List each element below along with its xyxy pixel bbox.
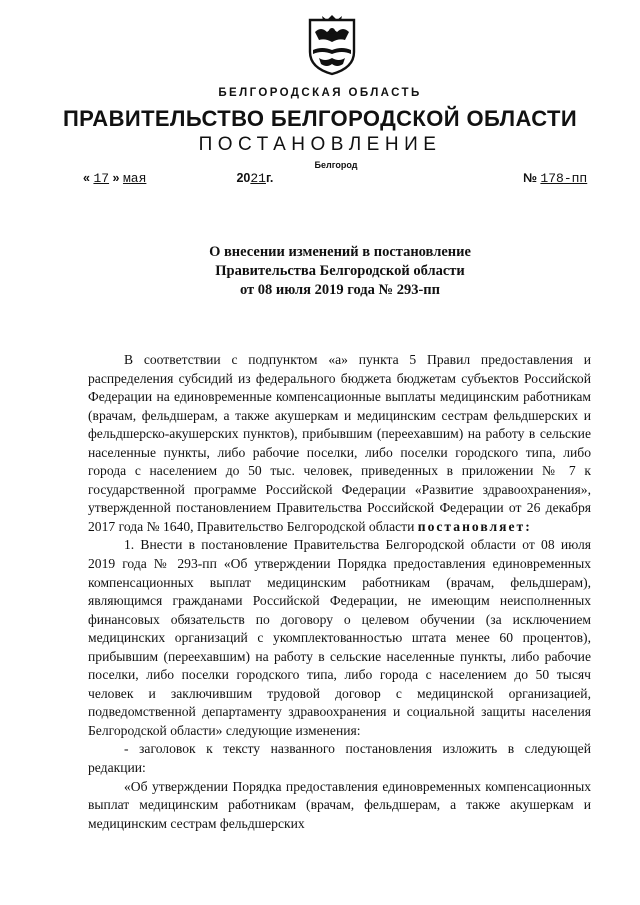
- number-sign: №: [523, 171, 537, 185]
- document-title: [90, 243, 590, 300]
- city-name: Белгород: [314, 160, 358, 170]
- paragraph-item-1: 1. Внести в постановление Правительства Белгородской области от 08 июля 2019 года № 293-пп «Об утверждении Порядка предоставления единовременных компенсационных выплат медицинским работникам (врачам, фельдшерам), являющимся гражданами Российской Федерации, не имеющим неисполненных финансовых обязательств по договору о целевом обучении (за исключением медицинских организаций с укомплектованностью штата менее 60 процентов), прибывшим (переехавшим) на работу в сельские населенные пункты, либо рабочие поселки, либо поселки городского типа, либо города с населением до 50 тысяч человек и заключившим трудовой договор с медицинской организацией, подведомственной департаменту здравоохранения и социальной защиты населения Белгородской области» следующие изменения:: [88, 537, 591, 738]
- number-value: 178-пп: [540, 171, 588, 186]
- government-name: ПРАВИТЕЛЬСТВО БЕЛГОРОДСКОЙ ОБЛАСТИ: [62, 106, 578, 131]
- preamble-text: В соответствии с подпунктом «а» пункта 5 Правил предоставления и распределения субсидий из федерального бюджета бюджетам субъектов Российской Федерации на единовременные компенсационные выплаты медицинским работникам (врачам, фельдшерам, а также акушеркам и медицинским сестрам фельдшерских и фельдшерско-акушерских пунктов), прибывшим (переехавшим) на работу в сельские населенные пункты, либо рабочие поселки, либо поселки городского типа, либо города с населением до 50 тыс. человек, приведенных в приложении № 7 к государственной программе Российской Федерации «Развитие здравоохранения», утвержденной постановлением Правительства Российской Федерации от 26 декабря 2017 года № 1640, Правительство Белгородской области: [88, 352, 591, 534]
- coat-of-arms-emblem: [307, 12, 357, 76]
- date-month: мая: [122, 171, 147, 186]
- document-body: [88, 351, 591, 833]
- paragraph-preamble: [88, 351, 591, 536]
- paragraph-heading-change: - заголовок к тексту названного постановления изложить в следующей редакции:: [88, 741, 591, 776]
- document-type: ПОСТАНОВЛЕНИЕ: [198, 134, 442, 155]
- title-line: от 08 июля 2019 года № 293-пп: [240, 282, 440, 298]
- title-line: О внесении изменений в постановление: [209, 244, 471, 260]
- document-number: [523, 171, 587, 186]
- date-close-quote: »: [112, 171, 120, 185]
- date-open-quote: «: [83, 171, 90, 185]
- date-year-unit: г.: [265, 171, 274, 185]
- date-day: 17: [93, 171, 110, 186]
- paragraph-new-heading: «Об утверждении Порядка предоставления единовременных компенсационных выплат медицинским работникам (врачам, фельдшерам, а также акушеркам и медицинским сестрам фельдшерских: [88, 778, 591, 831]
- region-name: БЕЛГОРОДСКАЯ ОБЛАСТЬ: [218, 87, 422, 99]
- resolves-keyword: постановляет:: [417, 518, 532, 534]
- title-line: Правительства Белгородской области: [215, 263, 465, 279]
- date-year-prefix: 20: [236, 171, 251, 185]
- document-date: [83, 171, 273, 186]
- date-year-suffix: 21: [250, 171, 266, 186]
